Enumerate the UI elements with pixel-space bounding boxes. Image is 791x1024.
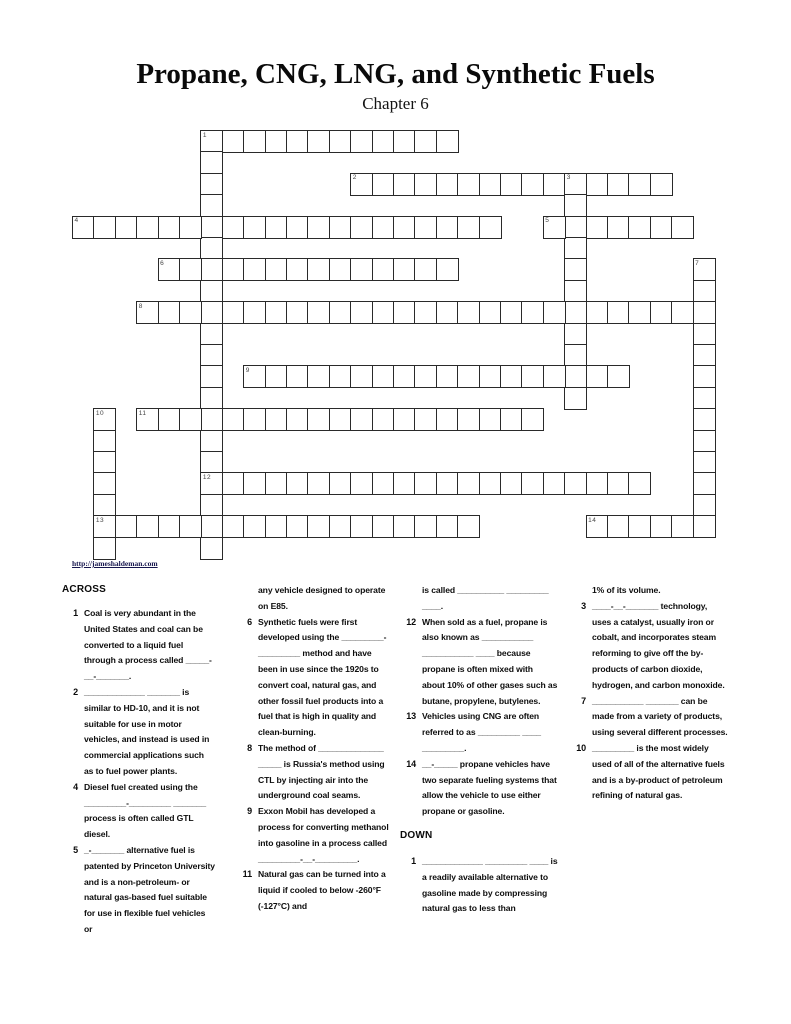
- cell-number: 5: [545, 217, 550, 225]
- grid-cell: [200, 451, 223, 474]
- grid-cell: [243, 365, 266, 388]
- grid-cell: [500, 472, 523, 495]
- grid-cell: [329, 365, 352, 388]
- clue-text: ___________ _______ can be made from a variety of products, using several different processes.: [592, 695, 728, 738]
- grid-cell: [628, 472, 651, 495]
- grid-cell: [650, 301, 673, 324]
- clue-column-2: [236, 583, 389, 915]
- grid-cell: [457, 472, 480, 495]
- grid-cell: [372, 173, 395, 196]
- clue-number: 4: [73, 781, 78, 792]
- grid-cell: [222, 258, 245, 281]
- grid-cell: [307, 365, 330, 388]
- clue: [62, 843, 215, 938]
- grid-cell: [329, 301, 352, 324]
- grid-cell: [479, 365, 502, 388]
- grid-cell: [479, 173, 502, 196]
- grid-cell: [564, 216, 587, 239]
- grid-cell: [500, 408, 523, 431]
- grid-cell: [564, 194, 587, 217]
- grid-cell: [200, 344, 223, 367]
- grid-cell: [521, 472, 544, 495]
- grid-cell: [372, 301, 395, 324]
- cell-number: 1: [202, 131, 208, 139]
- grid-cell: [372, 472, 395, 495]
- grid-cell: [93, 408, 116, 431]
- source-link[interactable]: http://jameshaldeman.com: [72, 559, 158, 568]
- clue-text: any vehicle designed to operate on E85.: [258, 585, 386, 611]
- grid-cell: [393, 258, 416, 281]
- grid-cell: [628, 301, 651, 324]
- grid-cell: [521, 408, 544, 431]
- grid-cell: [329, 130, 352, 153]
- grid-cell: [286, 301, 309, 324]
- grid-cell: [286, 216, 309, 239]
- grid-cell: [586, 472, 609, 495]
- clue-text: Natural gas can be turned into a liquid if cooled to below -260°F (-127°C) and: [258, 869, 386, 911]
- grid-cell: [543, 472, 566, 495]
- clue-text: _____________ _________ ____ is a readily available alternative to gasoline made by compressing natural gas to less than: [422, 855, 558, 914]
- grid-cell: [93, 216, 116, 239]
- grid-cell: [607, 216, 630, 239]
- grid-cell: [564, 387, 587, 410]
- grid-cell: [393, 173, 416, 196]
- clue-text: Diesel fuel created using the _________-_________ _______ process is often called GTL diesel.: [84, 781, 207, 840]
- grid-cell: [414, 173, 437, 196]
- grid-cell: [564, 301, 587, 324]
- grid-cell: [693, 472, 716, 495]
- grid-cell: [414, 515, 437, 538]
- cell-number: 3: [566, 174, 571, 182]
- grid-cell: [543, 173, 566, 196]
- grid-cell: [200, 537, 223, 560]
- grid-cell: [671, 301, 694, 324]
- grid-cell: [307, 301, 330, 324]
- grid-cell: [607, 365, 630, 388]
- grid-cell: [414, 365, 437, 388]
- grid-cell: [243, 301, 266, 324]
- grid-cell: [93, 451, 116, 474]
- grid-cell: [414, 216, 437, 239]
- grid-cell: [286, 408, 309, 431]
- cell-number: 2: [352, 174, 357, 182]
- grid-cell: [350, 365, 373, 388]
- grid-cell: [564, 344, 587, 367]
- grid-cell: [265, 472, 288, 495]
- grid-cell: [286, 472, 309, 495]
- cell-number: 9: [245, 366, 250, 374]
- cell-number: 12: [202, 473, 212, 481]
- cell-number: 8: [138, 302, 143, 310]
- grid-cell: [564, 280, 587, 303]
- cell-number: 13: [95, 516, 105, 524]
- grid-cell: [93, 515, 116, 538]
- grid-cell: [543, 216, 566, 239]
- grid-cell: [628, 173, 651, 196]
- clue: [400, 615, 558, 710]
- grid-cell: [286, 258, 309, 281]
- grid-cell: [607, 472, 630, 495]
- grid-cell: [93, 537, 116, 560]
- grid-cell: [693, 408, 716, 431]
- clue-number: 1: [73, 608, 78, 618]
- page-subtitle: Chapter 6: [362, 94, 429, 113]
- cell-number: 10: [95, 409, 105, 417]
- grid-cell: [243, 408, 266, 431]
- clue-column-1: [62, 583, 215, 938]
- clue-text: _________ is the most widely used of all of the alternative fuels and is a by-product of petroleum refining of natural gas.: [592, 742, 725, 801]
- down-header: DOWN: [400, 829, 433, 841]
- grid-cell: [350, 301, 373, 324]
- clue-number: 2: [73, 686, 78, 697]
- grid-cell: [607, 173, 630, 196]
- grid-cell: [179, 515, 202, 538]
- grid-cell: [158, 258, 181, 281]
- cell-number: 11: [138, 409, 147, 417]
- grid-cell: [243, 216, 266, 239]
- grid-cell: [479, 408, 502, 431]
- clue-number: 5: [73, 844, 78, 855]
- grid-cell: [222, 130, 245, 153]
- grid-cell: [265, 216, 288, 239]
- grid-cell: [200, 472, 223, 495]
- grid-cell: [414, 408, 437, 431]
- grid-cell: [265, 130, 288, 153]
- grid-cell: [500, 173, 523, 196]
- grid-cell: [436, 216, 459, 239]
- grid-cell: [414, 472, 437, 495]
- grid-cell: [393, 408, 416, 431]
- grid-cell: [158, 408, 181, 431]
- grid-cell: [457, 365, 480, 388]
- clue-column-3: [400, 583, 558, 917]
- clue-text: Vehicles using CNG are often referred to as _________ ____ _________.: [422, 711, 541, 753]
- grid-cell: [179, 301, 202, 324]
- grid-cell: [564, 173, 587, 196]
- grid-cell: [200, 387, 223, 410]
- grid-cell: [200, 194, 223, 217]
- grid-cell: [286, 515, 309, 538]
- grid-cell: [222, 301, 245, 324]
- clue: [236, 867, 389, 914]
- clue: [400, 854, 558, 917]
- grid-cell: [200, 130, 223, 153]
- grid-cell: [329, 258, 352, 281]
- cell-number: 14: [588, 516, 597, 524]
- grid-cell: [200, 515, 223, 538]
- grid-cell: [243, 472, 266, 495]
- grid-cell: [436, 301, 459, 324]
- grid-cell: [158, 216, 181, 239]
- grid-cell: [286, 365, 309, 388]
- grid-cell: [179, 258, 202, 281]
- cell-number: 6: [160, 259, 165, 267]
- grid-cell: [500, 301, 523, 324]
- grid-cell: [436, 472, 459, 495]
- grid-cell: [457, 408, 480, 431]
- grid-cell: [414, 130, 437, 153]
- grid-cell: [329, 408, 352, 431]
- clue: [62, 780, 215, 843]
- grid-cell: [200, 323, 223, 346]
- grid-cell: [521, 173, 544, 196]
- grid-cell: [179, 408, 202, 431]
- grid-cell: [521, 301, 544, 324]
- grid-cell: [650, 216, 673, 239]
- grid-cell: [222, 216, 245, 239]
- grid-cell: [372, 258, 395, 281]
- grid-cell: [200, 280, 223, 303]
- grid-cell: [200, 430, 223, 453]
- cell-number: 7: [695, 259, 700, 267]
- grid-cell: [200, 408, 223, 431]
- grid-cell: [200, 258, 223, 281]
- clue-text: _-_______ alternative fuel is patented by Princeton University and is a non-petroleum- or natural gas-based fuel suitable for use in flexible fuel vehicles or: [84, 844, 215, 934]
- grid-cell: [564, 237, 587, 260]
- grid-cell: [543, 365, 566, 388]
- grid-cell: [414, 301, 437, 324]
- grid-cell: [693, 323, 716, 346]
- grid-cell: [372, 216, 395, 239]
- clue-continuation: [570, 583, 728, 599]
- grid-cell: [564, 323, 587, 346]
- grid-cell: [393, 130, 416, 153]
- grid-cell: [350, 408, 373, 431]
- grid-cell: [115, 216, 138, 239]
- clue: [400, 757, 558, 820]
- grid-cell: [393, 365, 416, 388]
- clue-number: 8: [247, 742, 252, 753]
- clue-text: Exxon Mobil has developed a process for converting methanol into gasoline in a process called _________-__-_________.: [258, 806, 389, 864]
- clue-column-4: [570, 583, 728, 804]
- clue: [62, 606, 215, 685]
- clue: [570, 741, 728, 804]
- grid-cell: [350, 130, 373, 153]
- grid-cell: [436, 515, 459, 538]
- grid-cell: [329, 472, 352, 495]
- grid-cell: [586, 301, 609, 324]
- grid-cell: [158, 515, 181, 538]
- clue-text: 1% of its volume.: [592, 585, 661, 595]
- grid-cell: [393, 301, 416, 324]
- grid-cell: [586, 173, 609, 196]
- grid-cell: [136, 216, 159, 239]
- grid-cell: [650, 515, 673, 538]
- grid-cell: [136, 301, 159, 324]
- grid-cell: [693, 430, 716, 453]
- page-title: Propane, CNG, LNG, and Synthetic Fuels: [136, 58, 655, 90]
- grid-cell: [243, 130, 266, 153]
- grid-cell: [243, 515, 266, 538]
- grid-cell: [265, 408, 288, 431]
- grid-cell: [222, 408, 245, 431]
- grid-cell: [265, 365, 288, 388]
- grid-cell: [693, 494, 716, 517]
- grid-cell: [200, 365, 223, 388]
- clue-text: is called __________ _________ ____.: [422, 585, 549, 611]
- clue-text: Synthetic fuels were first developed using the _________-_________ method and have been in use since the 1920s to convert coal, natural gas, and other fossil fuel products into a fuel that is high in quality and clean-burning.: [258, 616, 387, 738]
- clue: [570, 599, 728, 694]
- grid-cell: [200, 216, 223, 239]
- grid-cell: [115, 515, 138, 538]
- grid-cell: [693, 258, 716, 281]
- grid-cell: [436, 130, 459, 153]
- grid-cell: [265, 301, 288, 324]
- grid-cell: [93, 472, 116, 495]
- grid-cell: [693, 515, 716, 538]
- grid-cell: [93, 430, 116, 453]
- grid-cell: [307, 408, 330, 431]
- grid-cell: [136, 515, 159, 538]
- grid-cell: [671, 515, 694, 538]
- grid-cell: [243, 258, 266, 281]
- grid-cell: [393, 515, 416, 538]
- grid-cell: [500, 365, 523, 388]
- grid-cell: [586, 365, 609, 388]
- grid-cell: [307, 130, 330, 153]
- grid-cell: [200, 173, 223, 196]
- grid-cell: [350, 173, 373, 196]
- grid-cell: [564, 258, 587, 281]
- grid-cell: [307, 258, 330, 281]
- grid-cell: [457, 173, 480, 196]
- grid-cell: [693, 365, 716, 388]
- grid-cell: [693, 451, 716, 474]
- grid-cell: [265, 515, 288, 538]
- clue-text: The method of ______________ _____ is Russia's method using CTL by injecting air into the underground coal seams.: [258, 742, 385, 801]
- grid-cell: [265, 258, 288, 281]
- grid-cell: [393, 216, 416, 239]
- clue: [236, 804, 389, 867]
- grid-cell: [200, 494, 223, 517]
- grid-cell: [136, 408, 159, 431]
- clue-number: 7: [581, 695, 586, 706]
- clue: [236, 615, 389, 741]
- across-header: ACROSS: [62, 584, 106, 595]
- grid-cell: [350, 472, 373, 495]
- clue-number: 3: [581, 600, 586, 611]
- clue-text: __-_____ propane vehicles have two separate fueling systems that allow the vehicle to use either propane or gasoline.: [422, 758, 557, 817]
- grid-cell: [350, 258, 373, 281]
- grid-cell: [586, 515, 609, 538]
- clue-text: ____-__-_______ technology, uses a catalyst, usually iron or cobalt, and incorporates steam reforming to give off the by-products of carbon dioxide, hydrogen, and carbon monoxide.: [592, 600, 725, 690]
- cell-number: 4: [74, 217, 79, 225]
- clue: [400, 709, 558, 756]
- grid-cell: [307, 515, 330, 538]
- grid-cell: [329, 515, 352, 538]
- grid-cell: [693, 280, 716, 303]
- grid-cell: [307, 472, 330, 495]
- grid-cell: [650, 173, 673, 196]
- clue-number: 10: [576, 742, 586, 753]
- grid-cell: [479, 472, 502, 495]
- grid-cell: [564, 472, 587, 495]
- grid-cell: [628, 515, 651, 538]
- grid-cell: [329, 216, 352, 239]
- grid-cell: [372, 515, 395, 538]
- grid-cell: [436, 173, 459, 196]
- clue: [570, 694, 728, 741]
- grid-cell: [200, 151, 223, 174]
- grid-cell: [200, 301, 223, 324]
- clue-text: When sold as a fuel, propane is also known as ___________ ___________ ____ because propane is often mixed with about 10% of other gases such as butane, propylene, butylenes.: [422, 616, 558, 706]
- grid-cell: [436, 408, 459, 431]
- grid-cell: [479, 216, 502, 239]
- grid-cell: [350, 216, 373, 239]
- grid-cell: [286, 130, 309, 153]
- grid-cell: [693, 301, 716, 324]
- grid-cell: [586, 216, 609, 239]
- grid-cell: [436, 365, 459, 388]
- grid-cell: [457, 216, 480, 239]
- clue: [62, 685, 215, 780]
- grid-cell: [158, 301, 181, 324]
- grid-cell: [179, 216, 202, 239]
- grid-cell: [372, 130, 395, 153]
- grid-cell: [564, 365, 587, 388]
- grid-cell: [479, 301, 502, 324]
- grid-cell: [607, 515, 630, 538]
- grid-cell: [72, 216, 95, 239]
- clue-number: 1: [411, 855, 416, 866]
- grid-cell: [607, 301, 630, 324]
- clue-number: 14: [406, 758, 416, 769]
- clue-number: 11: [242, 869, 252, 880]
- grid-cell: [457, 515, 480, 538]
- grid-cell: [521, 365, 544, 388]
- grid-cell: [93, 494, 116, 517]
- grid-cell: [222, 472, 245, 495]
- clue-number: 13: [406, 711, 416, 722]
- grid-cell: [414, 258, 437, 281]
- grid-cell: [628, 216, 651, 239]
- clue-text: _____________ _______ is similar to HD-10, and it is not suitable for use in motor vehicles, and instead is used in commercial applications such as to fuel power plants.: [84, 686, 210, 776]
- grid-cell: [307, 216, 330, 239]
- clue-number: 6: [247, 616, 252, 627]
- clue-text: Coal is very abundant in the United States and coal can be converted to a liquid fuel through a process called _____-__-_______.: [84, 608, 212, 682]
- grid-cell: [372, 365, 395, 388]
- grid-cell: [543, 301, 566, 324]
- clue-continuation: [236, 583, 389, 615]
- clue-continuation: [400, 583, 558, 615]
- clue: [236, 741, 389, 804]
- grid-cell: [457, 301, 480, 324]
- grid-cell: [200, 237, 223, 260]
- grid-cell: [350, 515, 373, 538]
- grid-cell: [222, 515, 245, 538]
- grid-cell: [671, 216, 694, 239]
- grid-cell: [393, 472, 416, 495]
- clue-number: 12: [406, 616, 416, 627]
- grid-cell: [436, 258, 459, 281]
- grid-cell: [693, 387, 716, 410]
- grid-cell: [693, 344, 716, 367]
- clue-number: 9: [247, 806, 252, 817]
- grid-cell: [372, 408, 395, 431]
